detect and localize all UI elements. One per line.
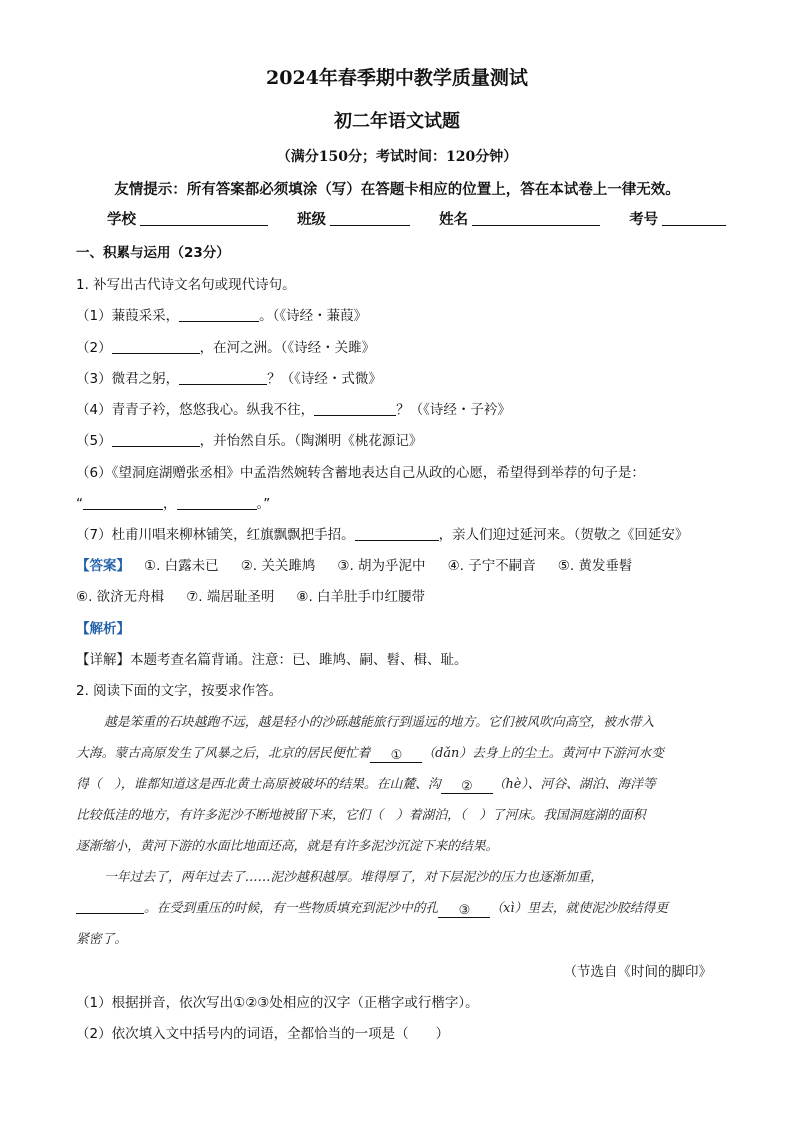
q1-item-4: （4）青青子衿，悠悠我心。纵我不往， ？（《诗经・子衿》 [76,402,511,418]
passage-line: 紧密了。 [76,932,128,947]
passage-line: 逐渐缩小，黄河下游的水面比地面还高，就是有许多泥沙沉淀下来的结果。 [76,839,499,854]
name-blank[interactable] [472,211,600,226]
answer-blank[interactable] [83,495,163,510]
q2-sub-2: （2）依次填入文中括号内的词语，全都恰当的一项是（ ） [76,1026,450,1042]
answer-blank[interactable] [112,432,200,447]
q1-item-2: （2） ，在河之洲。（《诗经・关雎》 [76,340,376,356]
answer-blank[interactable] [179,307,259,322]
class-label: 班级 [297,211,327,228]
q1-item-7: （7）杜甫川唱来柳林铺笑，红旗飘飘把手招。 ，亲人们迎过延河来。（贺敬之《回延安》 [76,527,689,543]
passage-line: 一年过去了，两年过去了……泥沙越积越厚。堆得厚了，对下层泥沙的压力也逐渐加重， [104,870,604,885]
answer-row-2: ⑥. 欲济无舟楫 ⑦. 端居耻圣明 ⑧. 白羊肚手巾红腰带 [76,589,426,605]
blank-sentence[interactable] [76,899,144,914]
q1-item-6: （6）《望洞庭湖赠张丞相》中孟浩然婉转含蓄地表达自己从政的心愿，希望得到举荐的句子是： [76,465,645,481]
q1-item-3: （3）微君之躬， ？（《诗经・式微》 [76,371,382,387]
q1-item-6-blanks: “ ， 。” [76,496,271,512]
number-blank[interactable] [662,211,726,226]
exam-note: （满分150分；考试时间：120分钟） [276,149,518,165]
class-blank[interactable] [330,211,410,226]
exam-subtitle: 初二年语文试题 [334,111,460,132]
school-label: 学校 [107,211,136,228]
passage-line: 得（ ），谁都知道这是西北黄土高原被破坏的结果。在山麓、沟 ② （hè）、河谷、湖泊、海洋等 [76,777,656,794]
answer-row-1: 【答案】 ①. 白露未已 ②. 关关雎鸠 ③. 胡为乎泥中 ④. 子宁不嗣音 ⑤. 黄发垂髫 [76,558,633,574]
passage-line: 。在受到重压的时候，有一些物质填充到泥沙中的孔 ③ （xì）里去，就使泥沙胶结得更 [76,897,668,918]
passage-line: 越是笨重的石块越跑不远，越是轻小的沙砾越能旅行到遥远的地方。它们被风吹向高空，被水带入 [104,715,655,730]
blank-3[interactable]: ③ [438,903,490,918]
school-blank[interactable] [140,211,268,226]
answer-blank[interactable] [355,526,439,541]
analysis-label: 【解析】 [76,621,130,637]
passage-source: （节选自《时间的脚印》 [563,964,712,980]
answer-blank[interactable] [179,370,267,385]
answer-blank[interactable] [112,339,200,354]
passage-line: 比较低洼的地方，有许多泥沙不断地被留下来，它们（ ）着湖泊，（ ）了河床。我国洞庭湖的面积 [76,808,646,823]
number-label: 考号 [629,211,659,228]
answer-label: 【答案】 [76,558,130,574]
detail-text: 【详解】本题考查名篇背诵。注意：已、雎鸠、嗣、髫、楫、耻。 [76,652,468,668]
question-2-stem: 2. 阅读下面的文字，按要求作答。 [76,683,283,699]
passage-line: 大海。蒙古高原发生了风暴之后，北京的居民便忙着 ① （dǎn）去身上的尘土。黄河中下游河水变 [76,746,664,763]
student-info-row [107,208,730,229]
blank-1[interactable]: ① [370,748,422,763]
exam-tip: 友情提示：所有答案都必须填涂（写）在答题卡相应的位置上，答在本试卷上一律无效。 [114,181,680,198]
name-label: 姓名 [439,211,469,228]
section-heading: 一、积累与运用（23分） [76,245,230,261]
exam-title: 2024年春季期中教学质量测试 [266,67,528,89]
q1-item-5: （5） ，并怡然自乐。（陶渊明《桃花源记》 [76,433,423,449]
question-1-stem: 1. 补写出古代诗文名句或现代诗句。 [76,277,296,293]
q1-item-1: （1）蒹葭采采， 。（《诗经・蒹葭》 [76,308,368,324]
blank-2[interactable]: ② [441,779,493,794]
answer-blank[interactable] [177,495,257,510]
q2-sub-1: （1）根据拼音，依次写出①②③处相应的汉字（正楷字或行楷字）。 [76,995,479,1011]
answer-blank[interactable] [314,401,396,416]
